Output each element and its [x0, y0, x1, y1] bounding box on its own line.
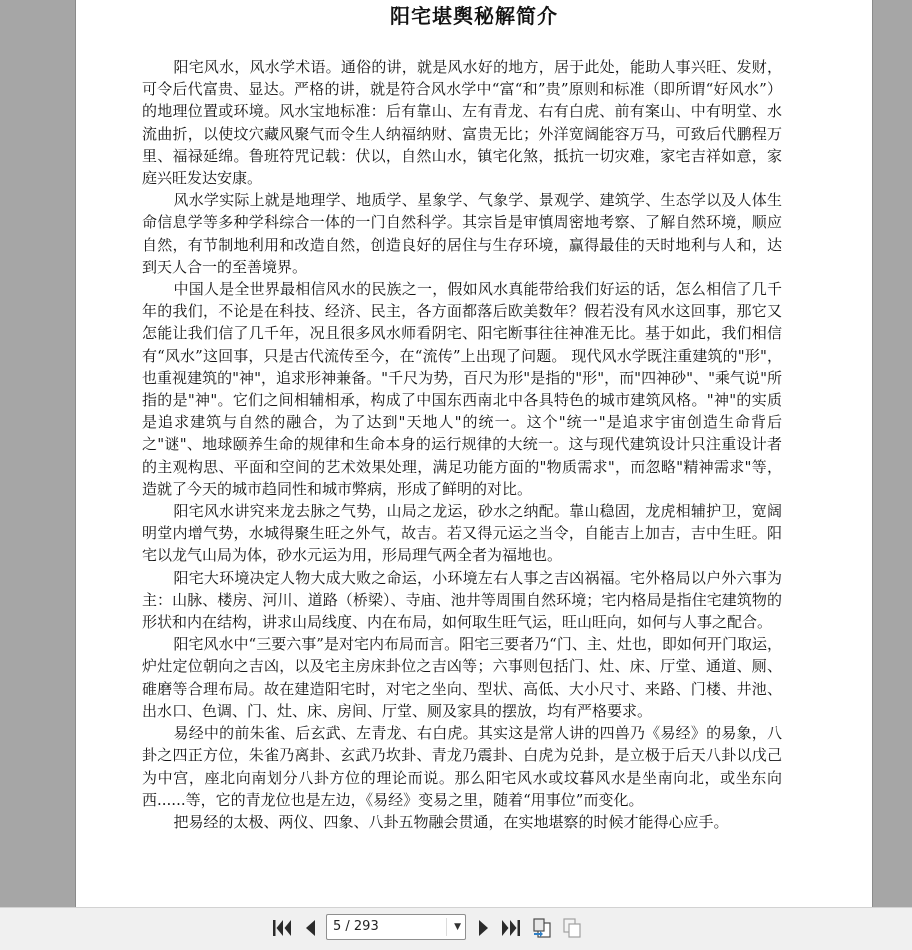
page-title: 阳宅堪舆秘解简介: [390, 4, 558, 28]
paragraph: 易经中的前朱雀、后玄武、左青龙、右白虎。其实这是常人讲的四兽乃《易经》的易象，八卦之四正方位，朱雀乃离卦、玄武乃坎卦、青龙乃震卦、白虎为兑卦，是立极于后天八卦以戊己为中宫，座北向南划分八卦方位的理论而说。那么阳宅风水或坟暮风水是坐南向北，或坐东向西......等，它的青龙位也是左边，《易经》变易之里，随着“用事位”而变化。: [142, 724, 782, 809]
page-indicator: 5 / 293: [333, 919, 379, 934]
last-page-button[interactable]: [499, 917, 523, 939]
first-page-icon: [272, 919, 292, 937]
page-navigation-toolbar: [0, 907, 912, 950]
rotate-page-icon: [531, 917, 553, 939]
body-text: [142, 56, 782, 833]
paragraph: 中国人是全世界最相信风水的民族之一，假如风水真能带给我们好运的话，怎么相信了几千年的我们，不论是在科技、经济、民主，各方面都落后欧美数年？假若没有风水这回事，那它又怎能让我们信了几千年，况且很多风水师看阴宅、阳宅断事往往神准无比。基于如此，我们相信有“风水”这回事，只是古代流传至今，在“流传”上出现了问题。 现代风水学既注重建筑的"形"，也重视建筑的"神"，追求形神兼备。"千尺为势，百尺为形"是指的"形"，而"四神砂"、"乘气说"所指的是"神"。它们之间相辅相承，构成了中国东西南北中各具特色的城市建筑风格。"神"的实质是追求建筑与自然的融合，为了达到"天地人"的统一。这个"统一"是追求宇宙创造生命背后之"谜"、地球颐养生命的规律和生命本身的运行规律的大统一。这与现代建筑设计只注重设计者的主观构思、平面和空间的艺术效果处理，满足功能方面的"物质需求"，而忽略"精神需求"等，造就了今天的城市趋同性和城市弊病，形成了鲜明的对比。: [142, 280, 782, 498]
paragraph: 阳宅大环境决定人物大成大败之命运，小环境左右人事之吉凶祸福。宅外格局以户外六事为主：山脉、楼房、河川、道路（桥梁）、寺庙、池井等周围自然环境；宅内格局是指住宅建筑物的形状和内在结构，讲求山局线度、内在布局，如何取生旺气运，旺山旺向，如何与人事之配合。: [142, 568, 782, 632]
rotate-page-button[interactable]: [530, 917, 554, 939]
paragraph: 阳宅风水，风水学术语。通俗的讲，就是风水好的地方，居于此处，能助人事兴旺、发财，可令后代富贵、显达。严格的讲，就是符合风水学中“富“和”贵”原则和标准（即所谓“好风水”）的地理位置或环境。风水宝地标准：后有靠山、左有青龙、右有白虎、前有案山、中有明堂、水流曲折，以使坟穴藏风聚气而令生人纳福纳财、富贵无比；外洋宽阔能容万马，可致后代鹏程万里、福禄延绵。鲁班符咒记载：伏以，自然山水，镇宅化煞，抵抗一切灾难，家宅吉祥如意，家庭兴旺发达安康。: [142, 58, 782, 188]
paragraph: 阳宅风水中“三要六事”是对宅内布局而言。阳宅三要者乃“门、主、灶也，即如何开门取运，炉灶定位朝向之吉凶，以及宅主房床卦位之吉凶等；六事则包括门、灶、床、厅堂、通道、厕、碓磨等合理布局。故在建造阳宅时，对宅之坐向、型状、高低、大小尺寸、来路、门楼、井池、出水口、色调、门、灶、床、房间、厅堂、厕及家具的摆放，均有严格要求。: [142, 635, 782, 720]
prev-page-button[interactable]: [298, 917, 322, 939]
paragraph: 风水学实际上就是地理学、地质学、星象学、气象学、景观学、建筑学、生态学以及人体生命信息学等多种学科综合一体的一门自然科学。其宗旨是审慎周密地考察、了解自然环境，顺应自然，有节制地利用和改造自然，创造良好的居住与生存环境，赢得最佳的天时地利与人和，达到天人合一的至善境界。: [142, 191, 782, 276]
paragraph: 把易经的太极、两仪、四象、八卦五物融会贯通，在实地堪察的时候才能得心应手。: [173, 812, 729, 831]
last-page-icon: [501, 919, 521, 937]
view-mode-button[interactable]: [560, 917, 584, 939]
prev-page-icon: [303, 919, 317, 937]
chevron-down-icon: ▼: [454, 922, 461, 932]
next-page-button[interactable]: [472, 917, 496, 939]
paragraph: 阳宅风水讲究来龙去脉之气势，山局之龙运，砂水之纳配。靠山稳固，龙虎相辅护卫，宽阔明堂内增气势，水城得聚生旺之外气，故吉。若又得元运之当令，自能吉上加吉，吉中生旺。阳宅以龙气山局为体，砂水元运为用，形局理气两全者为福地也。: [142, 502, 782, 565]
page-number-select[interactable]: [326, 914, 466, 940]
first-page-button[interactable]: [270, 917, 294, 939]
document-page: [75, 0, 873, 907]
next-page-icon: [477, 919, 491, 937]
view-mode-icon: [561, 917, 583, 939]
